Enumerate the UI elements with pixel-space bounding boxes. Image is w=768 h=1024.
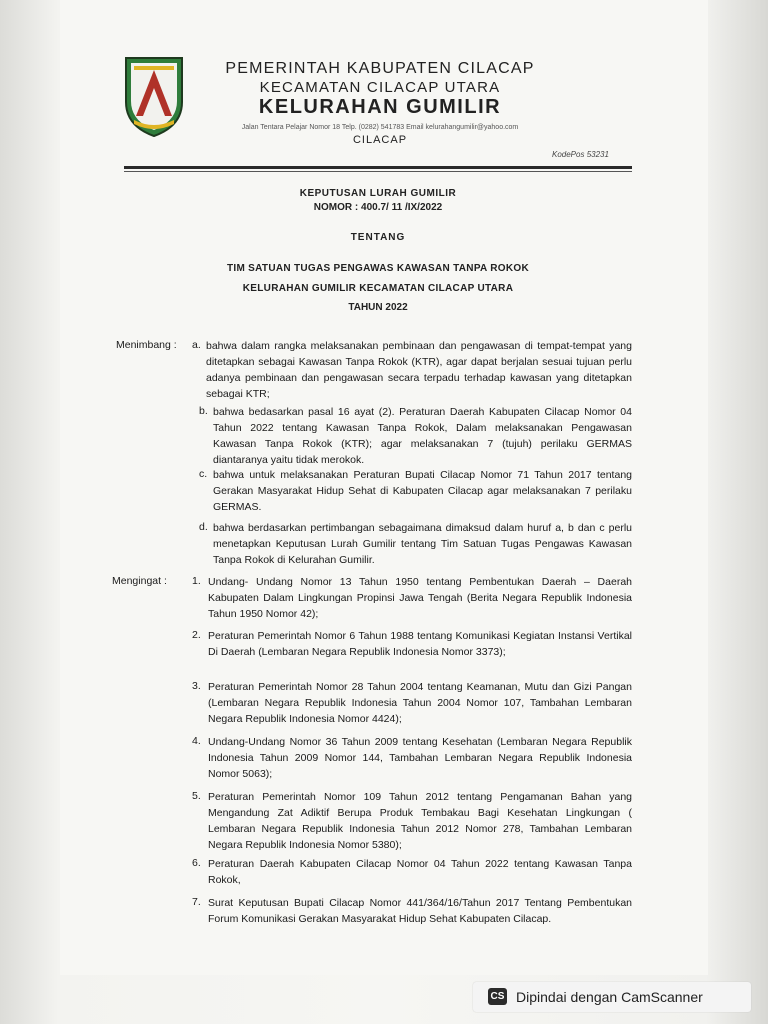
list-item-text: bahwa berdasarkan pertimbangan sebagaimana dimaksud dalam huruf a, b dan c perlu menetapkan Keputusan Lurah Gumilir tentang Tim Satuan Tugas Pengawas Kawasan Tanpa Rokok di Kelurahan Gumilir. <box>213 522 632 566</box>
list-marker: 2. <box>192 629 201 641</box>
letterhead-city: CILACAP <box>352 134 408 146</box>
list-marker: 6. <box>192 857 201 869</box>
list-item-text: bahwa dalam rangka melaksanakan pembinaan dan pengawasan di tempat-tempat yang ditetapkan sebagai Kawasan Tanpa Rokok (KTR), agar dapat berjalan sesuai tujuan perlu adanya pembinaan dan pengawasan secara terpadu terhadap kawasan yang ditetapkan sebagai KTR; <box>206 340 632 400</box>
list-item-text: Peraturan Pemerintah Nomor 28 Tahun 2004 tentang Keamanan, Mutu dan Gizi Pangan (Lembaran Negara Republik Indonesia Tahun 2004 Nomor 107, Tambahan Lembaran Negara Republik Indonesia Nomor 4424); <box>208 681 632 725</box>
letterhead-government: PEMERINTAH KABUPATEN CILACAP <box>225 60 535 77</box>
decree-subject-line1: TIM SATUAN TUGAS PENGAWAS KAWASAN TANPA ROKOK <box>226 263 530 274</box>
section-label-menimbang: Menimbang : <box>116 339 177 351</box>
decree-about-label: TENTANG <box>350 232 406 243</box>
camscanner-label: Dipindai dengan CamScanner <box>516 989 703 1005</box>
list-item-text: Peraturan Daerah Kabupaten Cilacap Nomor 04 Tahun 2022 tentang Kawasan Tanpa Rokok, <box>208 858 632 886</box>
letterhead-divider-thick <box>124 166 632 169</box>
list-marker: b. <box>199 405 208 417</box>
letterhead-village: KELURAHAN GUMILIR <box>258 96 502 118</box>
list-item-text: Undang-Undang Nomor 36 Tahun 2009 tentang Kesehatan (Lembaran Negara Republik Indonesia Tahun 2009 Nomor 144, Tambahan Lembaran Negara Republik Indonesia Nomor 5063); <box>208 736 632 780</box>
letterhead-district: KECAMATAN CILACAP UTARA <box>259 79 501 96</box>
postal-code: KodePos 53231 <box>552 150 609 159</box>
list-item-text: Undang- Undang Nomor 13 Tahun 1950 tentang Pembentukan Daerah – Daerah Kabupaten Dalam Lingkungan Propinsi Jawa Tengah (Berita Negara Republik Indonesia Tahun 1950 Nomor 42); <box>208 576 632 620</box>
camscanner-logo-icon: CS <box>488 988 507 1005</box>
regency-emblem-icon <box>122 54 186 138</box>
list-marker: 4. <box>192 735 201 747</box>
list-marker: 3. <box>192 680 201 692</box>
section-label-mengingat: Mengingat : <box>112 575 167 587</box>
letterhead-address: Jalan Tentara Pelajar Nomor 18 Telp. (0282) 541783 Email kelurahangumilir@yahoo.com <box>241 124 519 131</box>
list-marker: 1. <box>192 575 201 587</box>
list-item-text: bahwa bedasarkan pasal 16 ayat (2). Peraturan Daerah Kabupaten Cilacap Nomor 04 Tahun 2022 tentang Kawasan Tanpa Rokok, Dalam melaksanakan Pengawasan Kawasan Tanpa Rokok (KTR); agar melaksanakan 7 (tujuh) perilaku GERMAS diantaranya yaitu tidak merokok. <box>213 406 632 466</box>
letterhead-divider-thin <box>124 171 632 172</box>
decree-title: KEPUTUSAN LURAH GUMILIR <box>299 188 457 199</box>
decree-subject-line2: KELURAHAN GUMILIR KECAMATAN CILACAP UTARA <box>242 283 514 294</box>
decree-year: TAHUN 2022 <box>348 302 408 313</box>
camscanner-watermark <box>473 982 751 1012</box>
list-marker: d. <box>199 521 208 533</box>
list-item-text: bahwa untuk melaksanakan Peraturan Bupati Cilacap Nomor 71 Tahun 2017 tentang Gerakan Masyarakat Hidup Sehat di Kabupaten Cilacap agar melaksanakan 7 perilaku GERMAS. <box>213 469 632 513</box>
list-item-text: Surat Keputusan Bupati Cilacap Nomor 441/364/16/Tahun 2017 Tentang Pembentukan Forum Komunikasi Gerakan Masyarakat Hidup Sehat Kabupaten Cilacap. <box>208 897 632 925</box>
list-marker: 7. <box>192 896 201 908</box>
list-item-text: Peraturan Pemerintah Nomor 6 Tahun 1988 tentang Komunikasi Kegiatan Instansi Vertikal Di Daerah (Lembaran Negara Republik Indonesia Nomor 3373); <box>208 630 632 658</box>
list-marker: a. <box>192 339 201 351</box>
list-marker: c. <box>199 468 208 480</box>
list-item-text: Peraturan Pemerintah Nomor 109 Tahun 2012 tentang Pengamanan Bahan yang Mengandung Zat Adiktif Berupa Produk Tembakau Bagi Kesehatan Lingkungan ( Lembaran Negara Republik Indonesia Tahun 2012 Nomor 278, Tambahan Lembaran Negara Republik Indonesia Nomor 5380); <box>208 791 632 851</box>
list-marker: 5. <box>192 790 201 802</box>
decree-number: NOMOR : 400.7/ 11 /IX/2022 <box>313 202 443 213</box>
